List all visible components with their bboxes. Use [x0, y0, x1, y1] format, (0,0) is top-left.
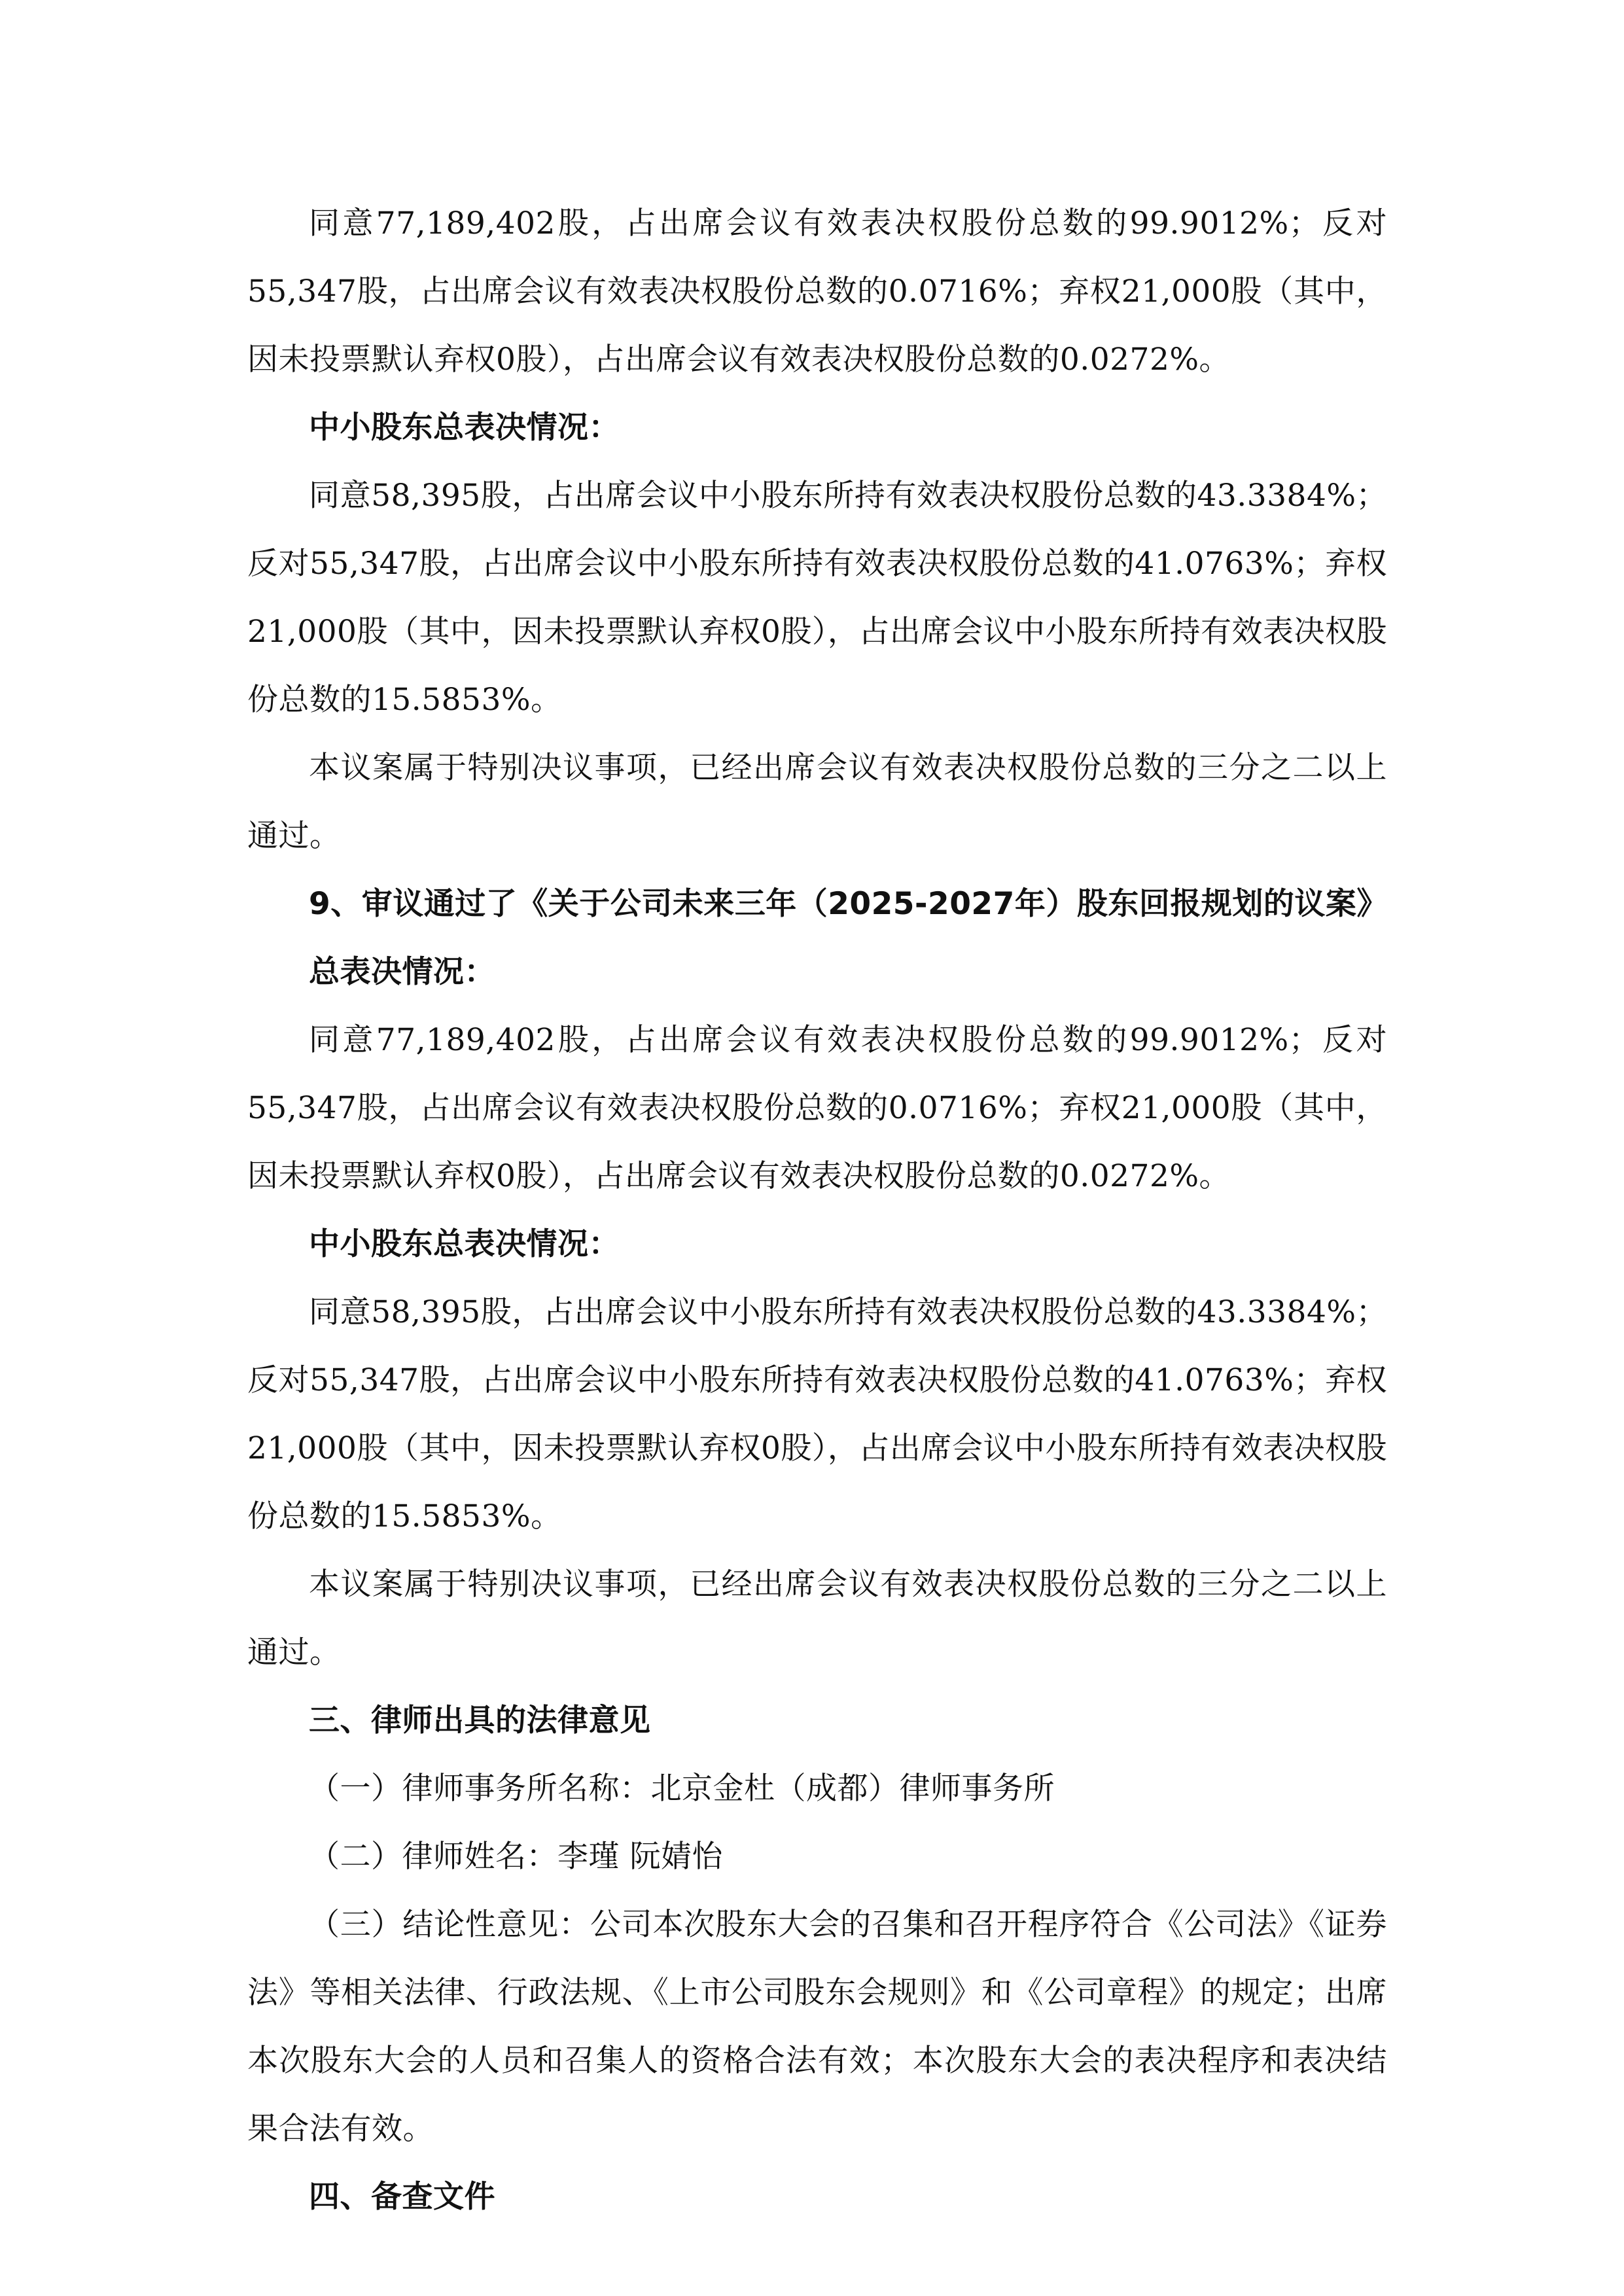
- heading-reference-documents: 四、备查文件: [309, 2179, 495, 2215]
- paragraph-special-resolution-note: 本议案属于特别决议事项，已经出席会议有效表决权股份总数的三分之二以上通过。: [247, 1566, 1387, 1670]
- heading-minority-shareholder-vote: 中小股东总表决情况：: [309, 410, 620, 446]
- paragraph-lawyer-names: （二）律师姓名：李瑾 阮婧怡: [309, 1839, 723, 1875]
- document-body: [247, 190, 1387, 2231]
- paragraph-total-vote-result: 同意77,189,402股，占出席会议有效表决权股份总数的99.9012%；反对55,347股，占出席会议有效表决权股份总数的0.0716%；弃权21,000股（其中，因未投票默认弃权0股），占出席会议有效表决权股份总数的0.0272%。: [247, 205, 1387, 378]
- paragraph-special-resolution-note: 本议案属于特别决议事项，已经出席会议有效表决权股份总数的三分之二以上通过。: [247, 750, 1387, 854]
- paragraph-law-firm-name: （一）律师事务所名称：北京金杜（成都）律师事务所: [309, 1771, 1055, 1807]
- heading-proposal-9: 9、审议通过了《关于公司未来三年（2025-2027年）股东回报规划的议案》: [309, 886, 1388, 922]
- heading-legal-opinion: 三、律师出具的法律意见: [309, 1703, 651, 1739]
- heading-total-vote: 总表决情况：: [309, 954, 495, 990]
- paragraph-minority-vote-result: 同意58,395股，占出席会议中小股东所持有效表决权股份总数的43.3384%；反对55,347股，占出席会议中小股东所持有效表决权股份总数的41.0763%；弃权21,000股（其中，因未投票默认弃权0股），占出席会议中小股东所持有效表决权股份总数的15.5853%。: [247, 478, 1387, 718]
- paragraph-total-vote-result: 同意77,189,402股，占出席会议有效表决权股份总数的99.9012%；反对55,347股，占出席会议有效表决权股份总数的0.0716%；弃权21,000股（其中，因未投票默认弃权0股），占出席会议有效表决权股份总数的0.0272%。: [247, 1022, 1387, 1194]
- heading-minority-shareholder-vote: 中小股东总表决情况：: [309, 1226, 620, 1262]
- paragraph-minority-vote-result: 同意58,395股，占出席会议中小股东所持有效表决权股份总数的43.3384%；反对55,347股，占出席会议中小股东所持有效表决权股份总数的41.0763%；弃权21,000股（其中，因未投票默认弃权0股），占出席会议中小股东所持有效表决权股份总数的15.5853%。: [247, 1294, 1387, 1534]
- paragraph-conclusion-opinion: （三）结论性意见：公司本次股东大会的召集和召开程序符合《公司法》《证券法》等相关法律、行政法规、《上市公司股东会规则》和《公司章程》的规定；出席本次股东大会的人员和召集人的资格合法有效；本次股东大会的表决程序和表决结果合法有效。: [247, 1907, 1387, 2147]
